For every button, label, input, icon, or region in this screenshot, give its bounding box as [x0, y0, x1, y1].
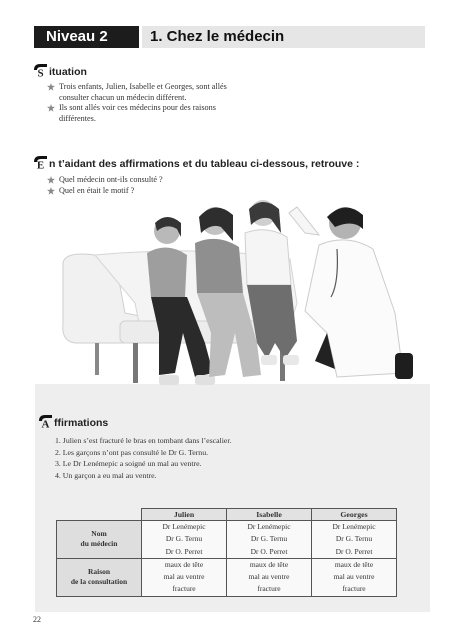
task-bullet: Quel en était le motif ?	[45, 186, 163, 197]
option-item[interactable]: Dr Lenémepic	[247, 522, 291, 531]
table-header-row	[57, 509, 397, 521]
doctor-options-georges[interactable]	[312, 521, 397, 559]
affirmation-item: 2. Les garçons n’ont pas consulté le Dr G. Ternu.	[55, 447, 209, 457]
option-item[interactable]: Dr G. Ternu	[165, 534, 203, 544]
option-item[interactable]: maux de tête	[334, 559, 374, 569]
option-item[interactable]: maux de tête	[164, 559, 204, 569]
affirmations-heading-text: ffirmations	[54, 417, 109, 429]
option-item[interactable]: Dr O. Perret	[335, 546, 373, 556]
reason-options-georges[interactable]	[312, 558, 397, 596]
task-initial-icon	[33, 155, 48, 170]
doctor-children-photo	[35, 193, 430, 409]
option-item[interactable]: Dr O. Perret	[250, 546, 288, 556]
reason-options-isabelle[interactable]	[227, 558, 312, 596]
logic-grid-table	[56, 508, 397, 597]
affirmation-item: 3. Le Dr Lenémepic a soigné un mal au ventre.	[55, 459, 202, 468]
affirmations-initial-icon	[38, 414, 53, 429]
reason-options-julien[interactable]	[142, 558, 227, 596]
row-header-doctor: Nom du médecin	[57, 521, 142, 559]
situation-heading-text: ituation	[49, 66, 87, 78]
doctor-options-isabelle[interactable]	[227, 521, 312, 559]
affirmation-item: 1. Julien s’est fracturé le bras en tombant dans l’escalier.	[55, 436, 232, 445]
table-row	[57, 558, 397, 596]
option-item[interactable]: mal au ventre	[248, 572, 290, 582]
table-row	[57, 521, 397, 559]
option-item[interactable]: fracture	[257, 584, 281, 594]
table-corner	[57, 509, 142, 521]
situation-bullet: Ils sont allés voir ces médecins pour des raisons différentes.	[45, 103, 227, 124]
column-header-julien: Julien	[142, 509, 227, 521]
situation-initial-icon	[33, 63, 48, 78]
affirmation-item: 4. Un garçon a eu mal au ventre.	[55, 470, 157, 480]
option-item[interactable]: mal au ventre	[333, 572, 375, 582]
task-initial: E	[36, 159, 45, 170]
page-number: 22	[33, 615, 41, 624]
header-bar	[34, 26, 425, 48]
header-separator	[139, 26, 142, 48]
column-header-isabelle: Isabelle	[227, 509, 312, 521]
option-item[interactable]: Dr Lenémepic	[332, 522, 376, 531]
option-item[interactable]: Dr G. Ternu	[250, 534, 288, 544]
task-heading-text: n t’aidant des affirmations et du tableau ci-dessous, retrouve :	[49, 158, 360, 170]
option-item[interactable]: Dr Lenémepic	[162, 522, 206, 531]
option-item[interactable]: Dr G. Ternu	[335, 534, 373, 544]
star-bullet-icon	[47, 83, 55, 91]
option-item[interactable]: maux de tête	[249, 559, 289, 569]
affirmations-heading	[38, 414, 108, 429]
doctor-options-julien[interactable]	[142, 521, 227, 559]
task-bullet: Quel médecin ont-ils consulté ?	[45, 175, 163, 186]
situation-heading	[33, 63, 87, 78]
option-item[interactable]: fracture	[342, 584, 366, 594]
chapter-title: 1. Chez le médecin	[150, 28, 285, 45]
situation-initial: S	[37, 67, 44, 78]
affirmations-initial: A	[41, 418, 50, 429]
option-item[interactable]: mal au ventre	[163, 572, 205, 582]
option-item[interactable]: fracture	[172, 584, 196, 594]
level-label: Niveau 2	[34, 26, 139, 48]
star-bullet-icon	[47, 176, 55, 184]
row-header-reason: Raison de la consultation	[57, 558, 142, 596]
situation-bullet: Trois enfants, Julien, Isabelle et Georges, sont allés consulter chacun un médecin différent.	[45, 82, 227, 103]
affirmations-list	[55, 435, 231, 481]
column-header-georges: Georges	[312, 509, 397, 521]
option-item[interactable]: Dr O. Perret	[165, 546, 203, 556]
star-bullet-icon	[47, 104, 55, 112]
task-heading	[33, 155, 359, 170]
situation-bullets	[45, 82, 227, 124]
